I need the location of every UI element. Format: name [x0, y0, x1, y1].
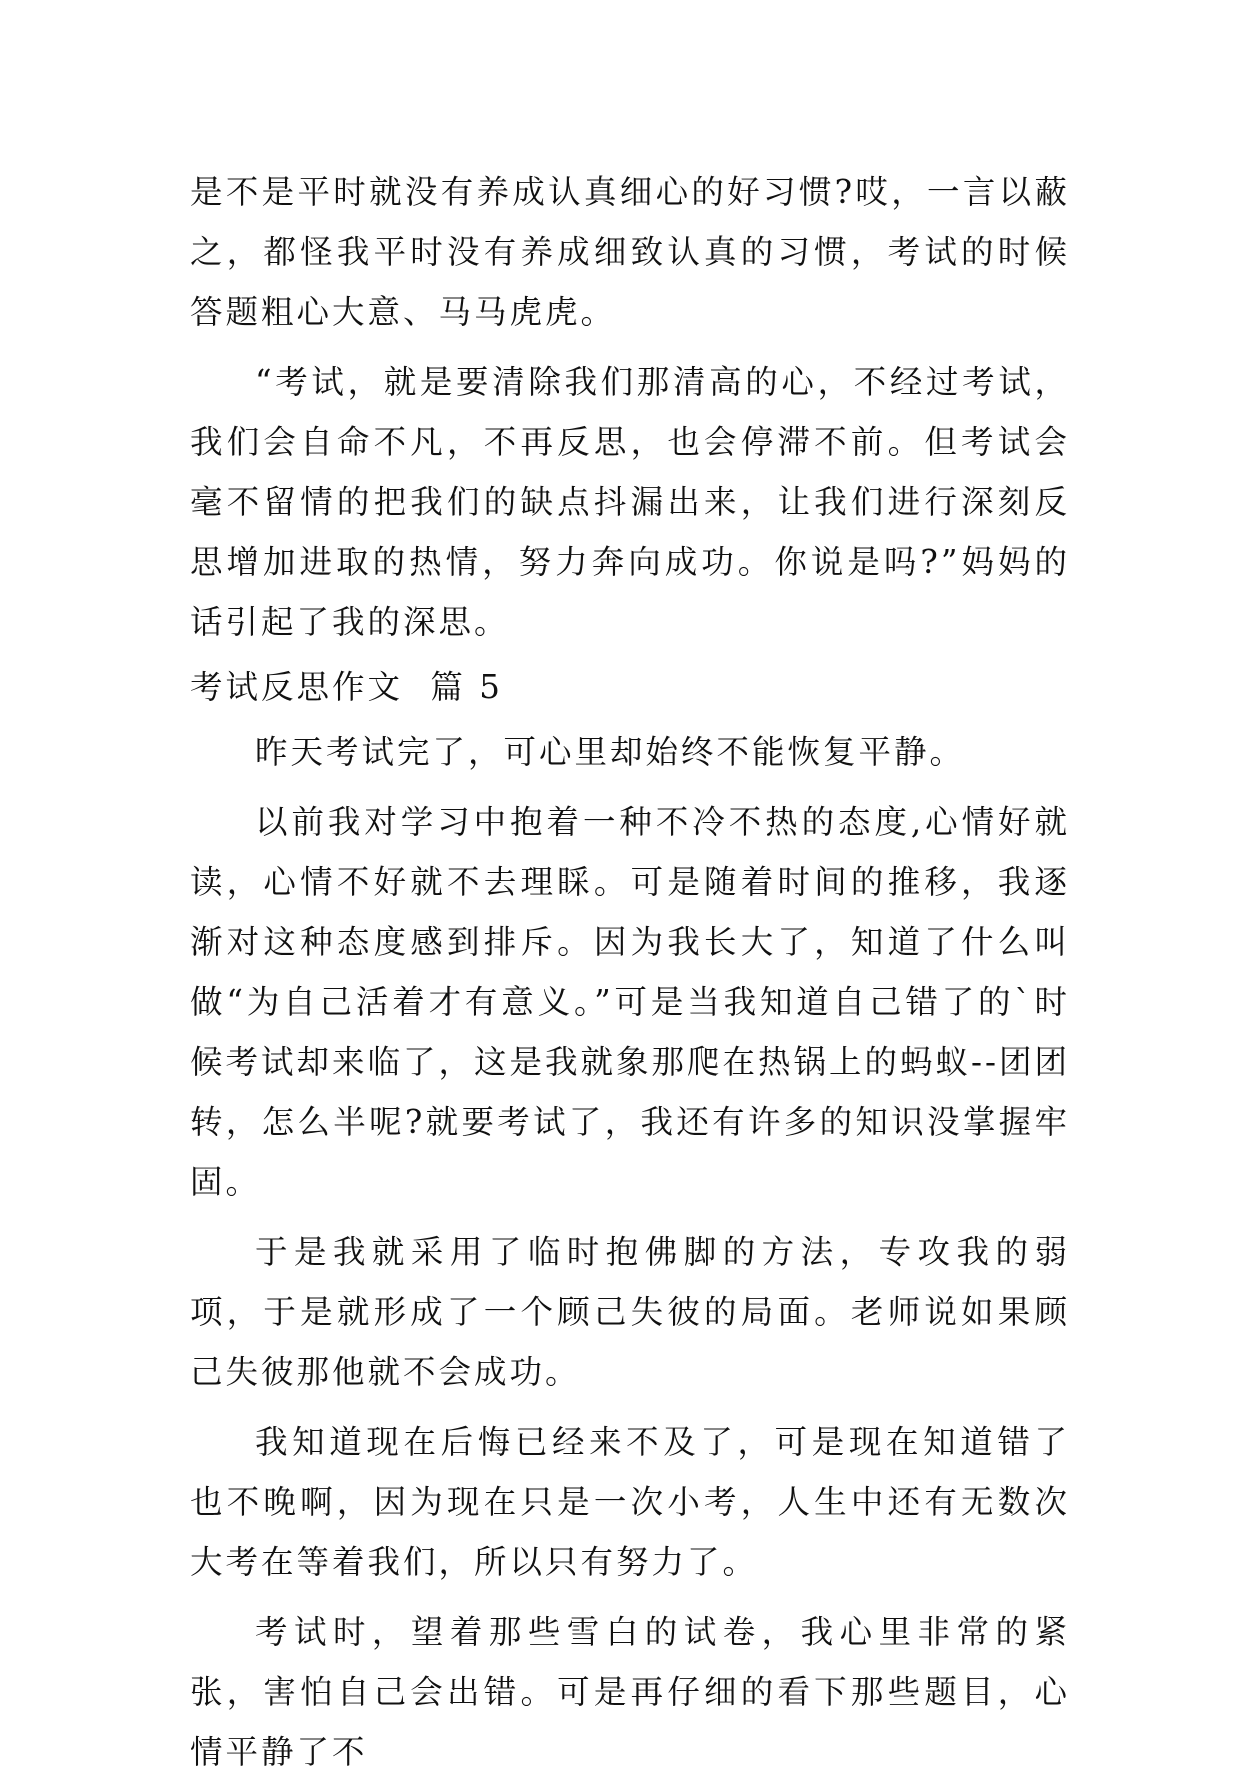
section-number: 篇 5	[430, 668, 503, 706]
paragraph-2: “考试，就是要清除我们那清高的心，不经过考试，我们会自命不凡，不再反思，也会停滞不前。但考试会毫不留情的把我们的缺点抖漏出来，让我们进行深刻反思增加进取的热情，努力奔向成功。你说是吗?”妈妈的话引起了我的深思。	[190, 363, 1070, 641]
paragraph-3: 昨天考试完了，可心里却始终不能恢复平静。	[255, 733, 966, 771]
section-heading	[190, 662, 1070, 712]
paragraph-1: 是不是平时就没有养成认真细心的好习惯?哎，一言以蔽之，都怪我平时没有养成细致认真的习惯，考试的时候答题粗心大意、马马虎虎。	[190, 173, 1070, 331]
document-body	[190, 162, 1070, 1782]
paragraph-6: 我知道现在后悔已经来不及了，可是现在知道错了也不晚啊，因为现在只是一次小考，人生中还有无数次大考在等着我们，所以只有努力了。	[190, 1423, 1070, 1581]
section-title: 考试反思作文	[190, 668, 404, 706]
paragraph-5: 于是我就采用了临时抱佛脚的方法，专攻我的弱项，于是就形成了一个顾己失彼的局面。老师说如果顾己失彼那他就不会成功。	[190, 1233, 1070, 1391]
paragraph-7: 考试时，望着那些雪白的试卷，我心里非常的紧张，害怕自己会出错。可是再仔细的看下那些题目，心情平静了不	[190, 1613, 1070, 1771]
paragraph-4: 以前我对学习中抱着一种不冷不热的态度,心情好就读，心情不好就不去理睬。可是随着时间的推移，我逐渐对这种态度感到排斥。因为我长大了，知道了什么叫做“为自己活着才有意义。”可是当我知道自己错了的`时候考试却来临了，这是我就象那爬在热锅上的蚂蚁--团团转，怎么半呢?就要考试了，我还有许多的知识没掌握牢固。	[190, 803, 1070, 1201]
